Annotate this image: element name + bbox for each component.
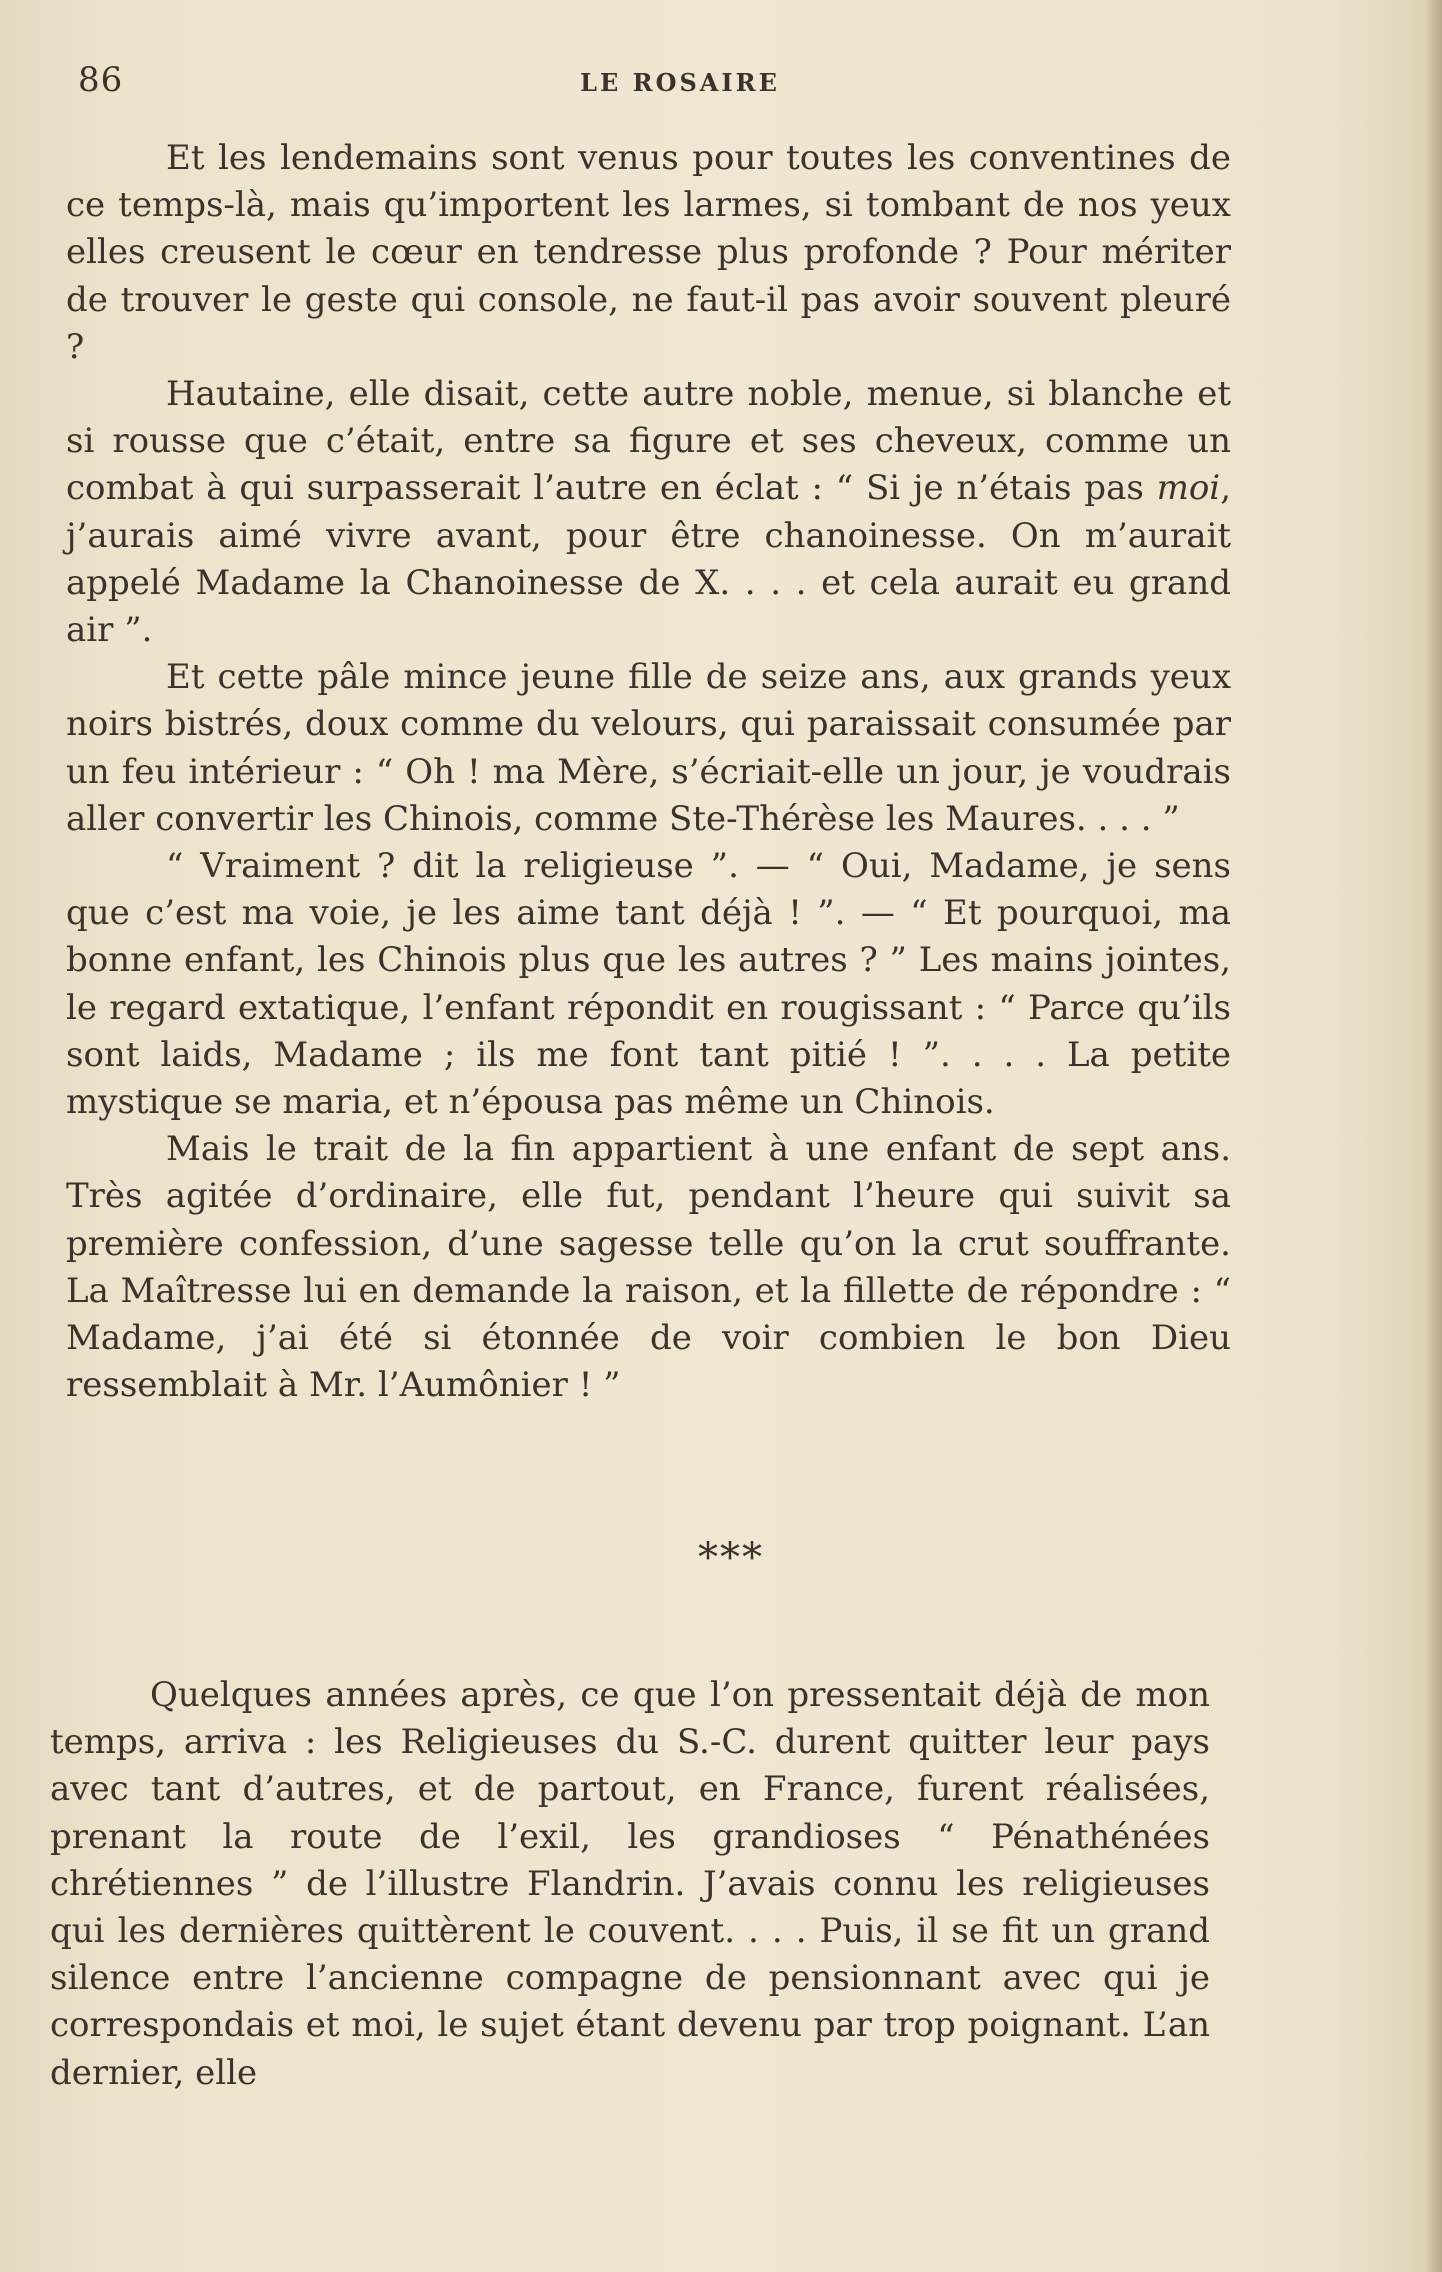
running-title: LE ROSAIRE bbox=[580, 68, 780, 97]
main-text-continued bbox=[50, 1672, 1210, 2097]
paragraph-2-start: Hautaine, elle disait, cette autre noble, menue, si blanche et si rousse que c’était, entre sa figure et ses cheveux, comme un combat à qui surpasserait l’autre en éclat : “ Si je n’étais pas bbox=[66, 374, 1231, 509]
section-break: *** bbox=[698, 1535, 764, 1581]
paragraph-4: “ Vraiment ? dit la religieuse ”. — “ Oui, Madame, je sens que c’est ma voie, je les aime tant déjà ! ”. — “ Et pourquoi, ma bonne enfant, les Chinois plus que les autres ? ” Les mains jointes, le regard extatique, l’enfant répondit en rougissant : “ Parce qu’ils sont laids, Madame ; ils me font tant pitié ! ”. . . . La petite mystique se maria, et n’épousa pas même un Chinois. bbox=[66, 846, 1231, 1123]
paragraph-3: Et cette pâle mince jeune fille de seize ans, aux grands yeux noirs bistrés, doux comme du velours, qui paraissait consumée par un feu intérieur : “ Oh ! ma Mère, s’écriait-elle un jour, je voudrais aller convertir les Chinois, comme Ste-Thérèse les Maures. . . . ” bbox=[66, 657, 1231, 839]
page-edge-shadow bbox=[1424, 0, 1442, 2272]
paragraph-6: Quelques années après, ce que l’on pressentait déjà de mon temps, arriva : les Religieuses du S.-C. durent quitter leur pays avec tant d’autres, et de partout, en France, furent réalisées, prenant la route de l’exil, les grandioses “ Pénathénées chrétiennes ” de l’illustre Flandrin. J’avais connu les religieuses qui les dernières quittèrent le couvent. . . . Puis, il se fit un grand silence entre l’ancienne compagne de pensionnant avec qui je correspondais et moi, le sujet étant devenu par trop poignant. L’an dernier, elle bbox=[50, 1675, 1210, 2093]
paragraph-1: Et les lendemains sont venus pour toutes les conventines de ce temps-là, mais qu’importent les larmes, si tombant de nos yeux elles creusent le cœur en tendresse plus profonde ? Pour mériter de trouver le geste qui console, ne faut-il pas avoir souvent pleuré ? bbox=[66, 138, 1231, 367]
page-number: 86 bbox=[78, 60, 124, 100]
paragraph-5: Mais le trait de la fin appartient à une enfant de sept ans. Très agitée d’ordinaire, elle fut, pendant l’heure qui suivit sa première confession, d’une sagesse telle qu’on la crut souffrante. La Maîtresse lui en demande la raison, et la fillette de répondre : “ Madame, j’ai été si étonnée de voir combien le bon Dieu ressemblait à Mr. l’Aumônier ! ” bbox=[66, 1129, 1231, 1406]
main-text bbox=[66, 135, 1231, 1409]
paragraph-2 bbox=[66, 371, 1231, 654]
paragraph-2-end: , j’aurais aimé vivre avant, pour être chanoinesse. On m’aurait appelé Madame la Chanoinesse de X. . . . et cela aurait eu grand air ”. bbox=[66, 468, 1231, 651]
page-header bbox=[70, 56, 1250, 106]
paragraph-2-italic: moi bbox=[1156, 468, 1221, 509]
